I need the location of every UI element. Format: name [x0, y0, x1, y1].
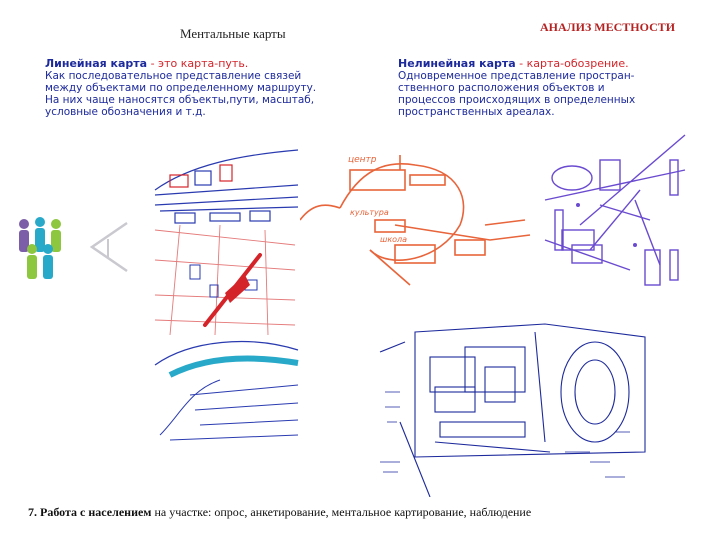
- footer-rest: на участке: опрос, анкетирование, ментальное картирование, наблюдение: [151, 505, 532, 519]
- route-grid-map: [155, 225, 295, 335]
- arrow-left-icon: [92, 223, 127, 271]
- nonlinear-map-heading: Нелинейная карта: [398, 57, 516, 70]
- subtitle: Ментальные карты: [180, 26, 286, 41]
- orange-label: школа: [380, 235, 408, 244]
- linear-map-line: между объектами по определенному маршруту.: [45, 82, 317, 94]
- street-strip-map: [155, 150, 298, 223]
- linear-map-heading: Линейная карта: [45, 57, 148, 70]
- footer-text: [28, 505, 531, 520]
- page-title: АНАЛИЗ МЕСТНОСТИ: [540, 20, 676, 34]
- people-group-icon: [12, 215, 132, 290]
- orange-label: центр: [348, 155, 377, 165]
- nonlinear-map-line: пространственных ареалах.: [398, 106, 555, 118]
- nonlinear-map-line: ственного расположения объектов и: [398, 82, 605, 94]
- nonlinear-purple-sketch: [540, 130, 690, 310]
- person-icon: [43, 244, 53, 279]
- linear-map-line: условные обозначения и т.д.: [45, 106, 206, 118]
- nonlinear-map-heading-suffix: - карта-обозрение.: [515, 57, 629, 70]
- orange-label: культура: [350, 208, 389, 217]
- linear-map-sketch: [150, 135, 300, 505]
- nonlinear-map-line: Одновременное представление простран-: [398, 70, 635, 82]
- footer-bold: 7. Работа с населением: [28, 505, 152, 519]
- person-icon: [27, 244, 37, 279]
- linear-map-heading-suffix: - это карта-путь.: [147, 57, 249, 70]
- nonlinear-map-description: [398, 58, 698, 118]
- linear-map-line: На них чаще наносятся объекты,пути, масштаб,: [45, 94, 315, 106]
- linear-map-description: [45, 58, 335, 118]
- river-map: [155, 342, 298, 440]
- nonlinear-map-line: процессов происходящих в определенных: [398, 94, 636, 106]
- linear-map-line: Как последовательное представление связей: [45, 70, 302, 82]
- nonlinear-blue-sketch: [375, 312, 650, 497]
- person-icon: [35, 217, 45, 252]
- nonlinear-orange-sketch: [300, 140, 540, 290]
